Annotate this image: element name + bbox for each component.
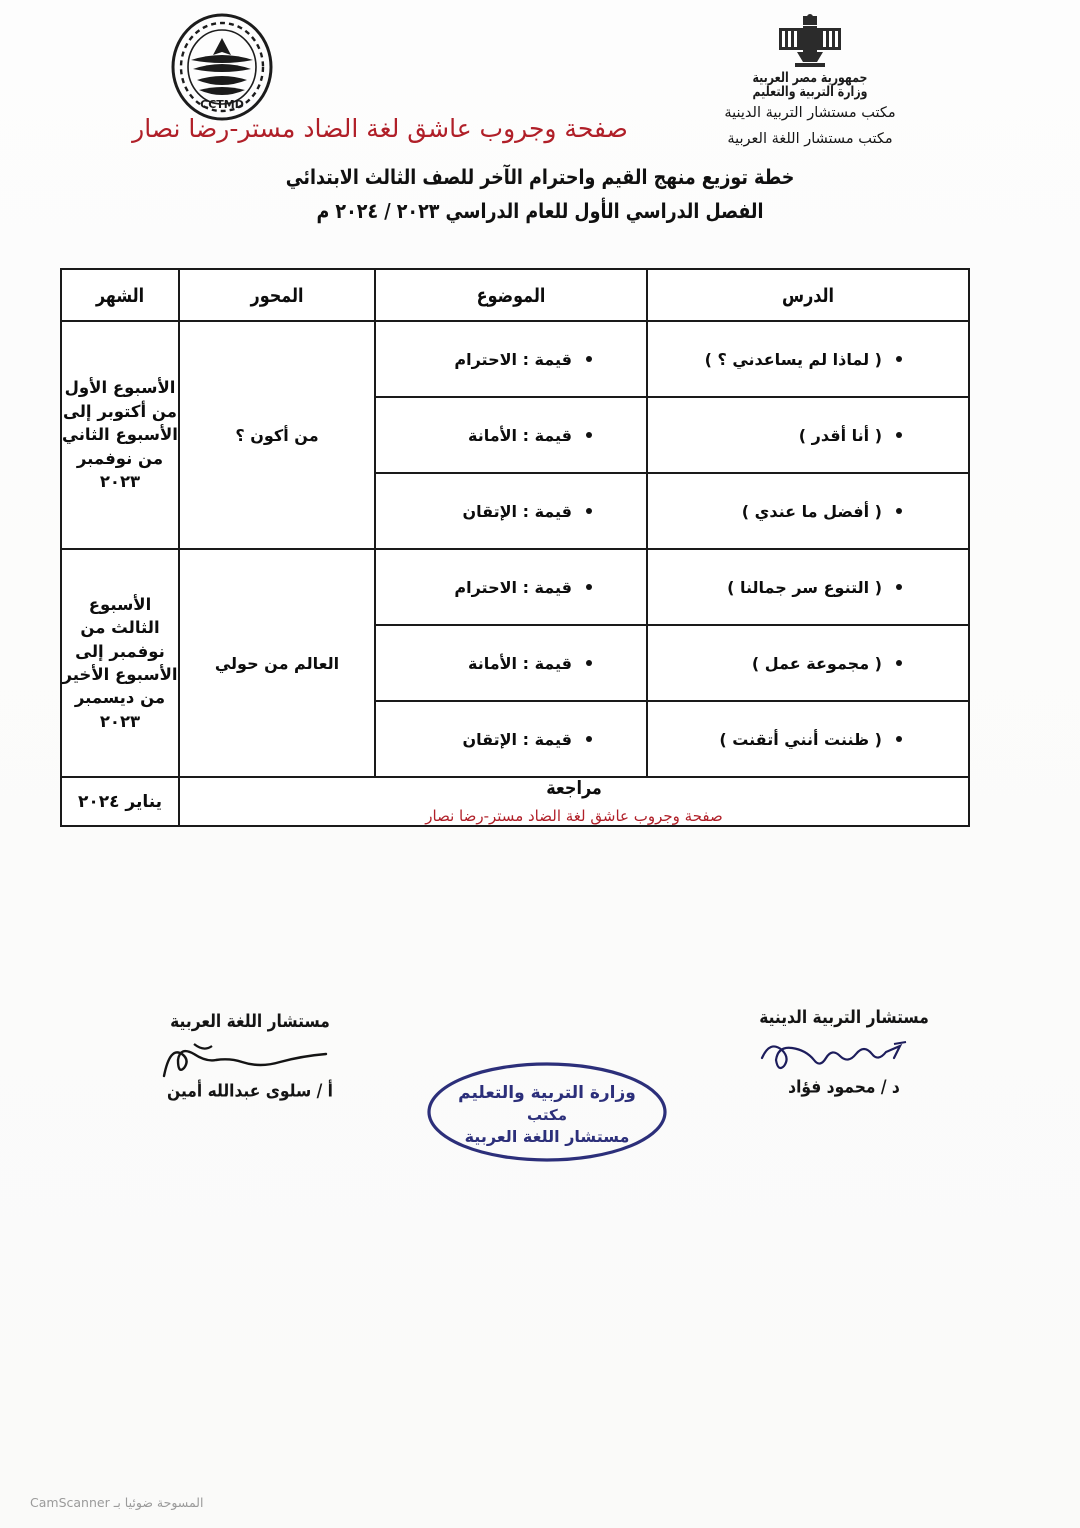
red-promo-banner: صفحة وجروب عاشق لغة الضاد مستر-رضا نصار (132, 114, 628, 143)
office-line-religious: مكتب مستشار التربية الدينية (724, 105, 896, 121)
cell-topic: قيمة : الاحترام (375, 549, 647, 625)
column-header-month: الشهر (61, 269, 179, 321)
review-label: مراجعة (546, 776, 602, 799)
cell-topic: قيمة : الاحترام (375, 321, 647, 397)
cell-month: الأسبوع الأول من أكتوبر إلى الأسبوع الثاني من نوفمبر ٢٠٢٣ (61, 321, 179, 549)
stamp-line-3: مستشار اللغة العربية (464, 1127, 630, 1146)
camscanner-watermark: المسوحة ضوئيا بـ CamScanner (30, 1495, 204, 1510)
signature-title: مستشار اللغة العربية (170, 1010, 330, 1032)
ministry-name: وزارة التربية والتعليم (752, 83, 868, 100)
distribution-plan-table (60, 268, 970, 827)
cell-topic: قيمة : الإتقان (375, 473, 647, 549)
cell-lesson: ( أفضل ما عندي ) (647, 473, 969, 549)
handwritten-signature-icon (744, 1028, 944, 1076)
cell-axis: العالم من حولي (179, 549, 375, 777)
bullet-icon (586, 584, 592, 590)
cctmd-logo-icon (169, 12, 275, 122)
document-header (0, 0, 1080, 245)
handwritten-signature-icon (150, 1032, 350, 1080)
cell-review (179, 777, 969, 826)
office-line-arabic: مكتب مستشار اللغة العربية (727, 131, 893, 148)
ministry-emblem-caption: جمهورية مصر العربية (752, 69, 868, 86)
column-header-axis: المحور (179, 269, 375, 321)
cell-review-month: يناير ٢٠٢٤ (61, 777, 179, 826)
bullet-icon (586, 432, 592, 438)
bullet-icon (896, 432, 902, 438)
page-title-line-1: خطة توزيع منهج القيم واحترام الآخر للصف الثالث الابتدائي (285, 166, 795, 190)
cell-axis: من أكون ؟ (179, 321, 375, 549)
bullet-icon (586, 736, 592, 742)
egypt-eagle-emblem-icon (773, 14, 847, 70)
bullet-icon (586, 508, 592, 514)
stamp-line-1: وزارة التربية والتعليم (458, 1083, 636, 1103)
signature-name: أ / سلوى عبدالله أمين (167, 1080, 333, 1102)
stamp-line-2: مكتب (526, 1106, 568, 1124)
page-title-line-2: الفصل الدراسي الأول للعام الدراسي ٢٠٢٣ / ٢٠٢٤ م (316, 200, 764, 224)
table-header-row (61, 269, 969, 321)
bullet-icon (586, 660, 592, 666)
cell-lesson: ( مجموعة عمل ) (647, 625, 969, 701)
ministry-identity-block (660, 14, 960, 150)
review-watermark: صفحة وجروب عاشق لغة الضاد مستر-رضا نصار (425, 807, 723, 825)
page-footer (0, 1495, 1080, 1510)
cell-lesson: ( التنوع سر جمالنا ) (647, 549, 969, 625)
signature-block-religious (694, 1008, 994, 1096)
bullet-icon (896, 660, 902, 666)
cell-lesson: ( ظننت أنني أتقنت ) (647, 701, 969, 777)
cell-lesson: ( أنا أقدر ) (647, 397, 969, 473)
column-header-topic: الموضوع (375, 269, 647, 321)
bullet-icon (586, 356, 592, 362)
column-header-lesson: الدرس (647, 269, 969, 321)
table-row (61, 321, 969, 397)
svg-text:CCTMD: CCTMD (200, 98, 244, 111)
signature-block-arabic (120, 1012, 380, 1100)
bullet-icon (896, 584, 902, 590)
cell-month: الأسبوع الثالث من نوفمبر إلى الأسبوع الأخير من ديسمبر ٢٠٢٣ (61, 549, 179, 777)
signature-name: د / محمود فؤاد (788, 1076, 900, 1098)
bullet-icon (896, 356, 902, 362)
review-row (61, 777, 969, 826)
plan-table-container (62, 268, 970, 827)
cell-topic: قيمة : الأمانة (375, 397, 647, 473)
cell-lesson: ( لماذا لم يساعدني ؟ ) (647, 321, 969, 397)
page-title (0, 168, 1080, 222)
table-row (61, 549, 969, 625)
bullet-icon (896, 736, 902, 742)
cell-topic: قيمة : الأمانة (375, 625, 647, 701)
signature-title: مستشار التربية الدينية (759, 1006, 929, 1028)
cell-topic: قيمة : الإتقان (375, 701, 647, 777)
bullet-icon (896, 508, 902, 514)
official-stamp-icon (422, 1058, 672, 1166)
